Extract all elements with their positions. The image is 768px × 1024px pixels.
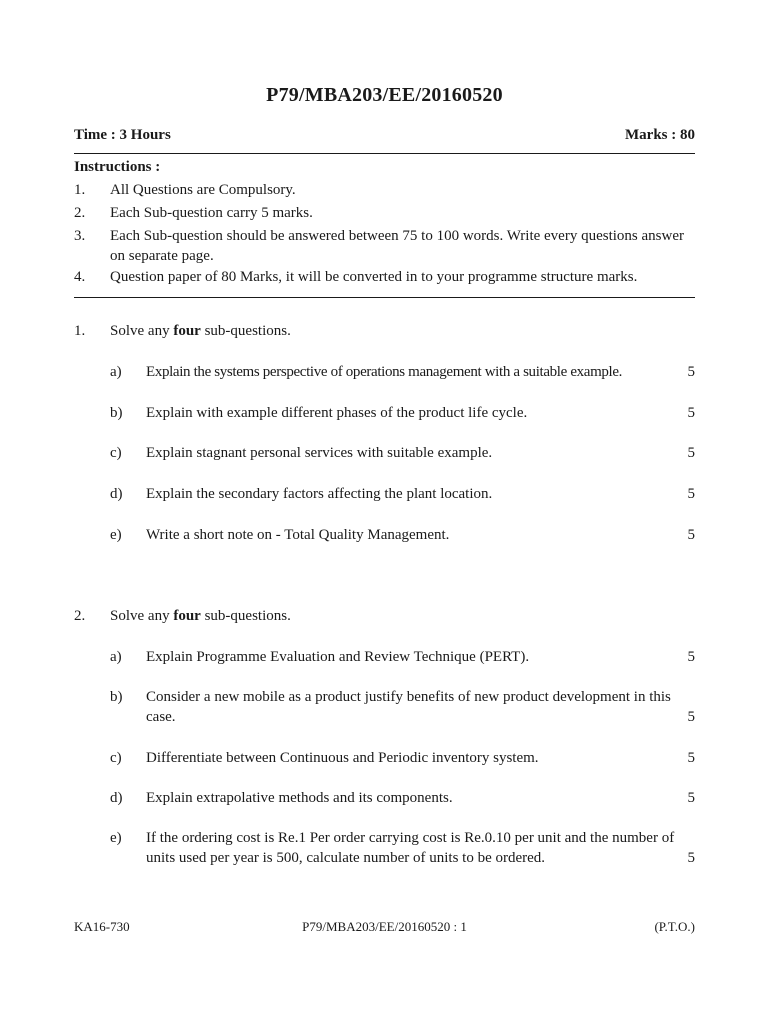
sub-question bbox=[110, 647, 695, 667]
sub-question-text: Explain stagnant personal services with suitable example. bbox=[146, 445, 493, 461]
sub-question-marks: 5 bbox=[687, 486, 695, 502]
question-1 bbox=[74, 321, 695, 341]
instruction-number: 2. bbox=[74, 205, 86, 221]
instructions-heading: Instructions : bbox=[74, 159, 161, 175]
divider-instructions bbox=[74, 297, 695, 298]
sub-question-text: Write a short note on - Total Quality Management. bbox=[146, 527, 450, 543]
sub-question-text: Explain Programme Evaluation and Review Technique (PERT). bbox=[146, 649, 530, 665]
instruction-text: All Questions are Compulsory. bbox=[110, 182, 296, 198]
sub-question-marks: 5 bbox=[687, 527, 695, 543]
exam-page bbox=[74, 0, 695, 1024]
sub-question-text: Explain the systems perspective of operations management with a suitable example. bbox=[146, 364, 623, 380]
sub-question-text: Explain extrapolative methods and its components. bbox=[146, 790, 453, 806]
question-instruction: Solve any four sub-questions. bbox=[110, 608, 291, 624]
instruction-text: Question paper of 80 Marks, it will be converted in to your programme structure marks. bbox=[110, 269, 638, 285]
sub-question-label: d) bbox=[110, 486, 123, 502]
sub-question-marks: 5 bbox=[687, 445, 695, 461]
sub-question bbox=[110, 687, 695, 727]
sub-question-text: Explain the secondary factors affecting the plant location. bbox=[146, 486, 493, 502]
sub-question bbox=[110, 362, 695, 382]
footer-page-ref: P79/MBA203/EE/20160520 : 1 bbox=[302, 919, 467, 934]
question-number: 1. bbox=[74, 323, 86, 339]
sub-question bbox=[110, 748, 695, 768]
instruction-item bbox=[74, 267, 695, 287]
paper-code-title: P79/MBA203/EE/20160520 bbox=[266, 84, 503, 106]
instruction-item bbox=[74, 203, 695, 223]
sub-question bbox=[110, 788, 695, 808]
sub-question-label: e) bbox=[110, 527, 122, 543]
sub-question-marks: 5 bbox=[687, 649, 695, 665]
sub-question-marks: 5 bbox=[687, 790, 695, 806]
meta-row bbox=[74, 127, 695, 144]
question-2 bbox=[74, 606, 695, 626]
instruction-text: Each Sub-question should be answered between 75 to 100 words. Write every questions answer on separate page. bbox=[110, 228, 684, 264]
sub-question-label: a) bbox=[110, 649, 122, 665]
sub-question bbox=[110, 403, 695, 423]
footer-code: KA16-730 bbox=[74, 919, 130, 934]
sub-question bbox=[110, 443, 695, 463]
instruction-text: Each Sub-question carry 5 marks. bbox=[110, 205, 313, 221]
divider-top bbox=[74, 153, 695, 154]
sub-question-label: e) bbox=[110, 830, 122, 846]
marks-label: Marks : 80 bbox=[625, 127, 695, 143]
sub-question-label: a) bbox=[110, 364, 122, 380]
sub-question-marks: 5 bbox=[687, 364, 695, 380]
sub-question-marks: 5 bbox=[687, 750, 695, 766]
instruction-item bbox=[74, 226, 695, 266]
sub-question bbox=[110, 828, 695, 868]
question-instruction: Solve any four sub-questions. bbox=[110, 323, 291, 339]
sub-question-label: c) bbox=[110, 750, 122, 766]
page-footer bbox=[74, 919, 695, 935]
sub-question-text: Differentiate between Continuous and Periodic inventory system. bbox=[146, 750, 539, 766]
sub-question-text: If the ordering cost is Re.1 Per order carrying cost is Re.0.10 per unit and the number of units used per year is 500, calculate number of units to be ordered. bbox=[146, 830, 675, 866]
sub-question bbox=[110, 484, 695, 504]
sub-question-label: b) bbox=[110, 689, 123, 705]
sub-question-text: Consider a new mobile as a product justify benefits of new product development in this case. bbox=[146, 689, 671, 725]
sub-question-text: Explain with example different phases of the product life cycle. bbox=[146, 405, 528, 421]
sub-question-label: b) bbox=[110, 405, 123, 421]
question-number: 2. bbox=[74, 608, 86, 624]
sub-question bbox=[110, 525, 695, 545]
sub-question-marks: 5 bbox=[687, 850, 695, 866]
time-label: Time : 3 Hours bbox=[74, 127, 171, 143]
instruction-number: 3. bbox=[74, 228, 86, 244]
sub-question-label: d) bbox=[110, 790, 123, 806]
instruction-number: 4. bbox=[74, 269, 86, 285]
instruction-number: 1. bbox=[74, 182, 86, 198]
instruction-item bbox=[74, 180, 695, 200]
footer-pto: (P.T.O.) bbox=[654, 919, 695, 934]
sub-question-label: c) bbox=[110, 445, 122, 461]
sub-question-marks: 5 bbox=[687, 709, 695, 725]
sub-question-marks: 5 bbox=[687, 405, 695, 421]
